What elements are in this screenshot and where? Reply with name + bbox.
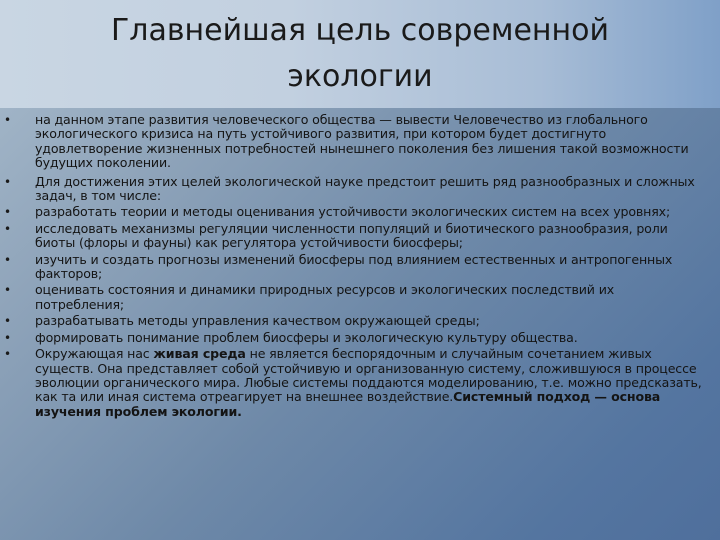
bullet-text: изучить и создать прогнозы изменений биосферы под влиянием естественных и антропогенных факторов;: [35, 251, 673, 282]
bullet-text-bold: живая среда: [153, 346, 246, 362]
bullet-text: разработать теории и методы оценивания устойчивости экологических систем на всех уровнях;: [35, 204, 671, 220]
title-line-1: Главнейшая цель современной: [111, 13, 609, 48]
bullet-item: [4, 220, 706, 251]
bullet-dot-icon: •: [4, 205, 11, 220]
bullet-item: [4, 329, 706, 345]
bullet-dot-icon: •: [4, 113, 11, 127]
bullet-dot-icon: •: [4, 252, 11, 267]
bullet-text: разрабатывать методы управления качеством окружающей среды;: [35, 313, 480, 329]
bullet-text: Для достижения этих целей экологической науке предстоит решить ряд разнообразных и сложных задач, в том числе:: [35, 173, 695, 204]
bullet-text: Окружающая нас: [35, 346, 154, 362]
bullet-dot-icon: •: [4, 174, 11, 189]
slide-title: [40, 8, 680, 100]
title-line-2: экологии: [287, 59, 433, 94]
bullet-dot-icon: •: [4, 283, 11, 298]
bullet-item: [4, 112, 706, 171]
bullet-dot-icon: •: [4, 221, 11, 236]
bullet-item: [4, 346, 706, 419]
bullet-item: [4, 282, 706, 312]
bullet-dot-icon: •: [4, 314, 11, 329]
bullet-item: [4, 313, 706, 329]
bullet-text: оценивать состояния и динамики природных ресурсов и экологических последствий их потребления;: [35, 282, 615, 312]
bullet-item: [4, 204, 706, 220]
bullet-item: [4, 251, 706, 282]
bullet-text: не является беспорядочным и случайным сочетанием живых существ. Она представляет собой устойчивую и организованную систему, сложившуюся в процессе эволюции органического мира. Любые системы поддаются моделированию, т.е. можно предсказать, как та или иная система отреагирует на внешнее воздействие.: [35, 346, 702, 405]
bullet-dot-icon: •: [4, 347, 11, 362]
bullet-dot-icon: •: [4, 330, 11, 345]
bullet-text: исследовать механизмы регуляции численности популяций и биотического разнообразия, роли биоты (флоры и фауны) как регулятора устойчивости биосферы;: [35, 220, 668, 251]
bullet-list: [4, 111, 706, 419]
bullet-text: на данном этапе развития человеческого общества — вывести Человечество из глобального экологического кризиса на путь устойчивого развития, при котором будет достигнуто удовлетворение жизненных потребностей нынешнего поколения без лишения такой возможности будущих поколении.: [35, 112, 689, 171]
bullet-text-bold: Системный подход — основа изучения проблем экологии.: [35, 389, 661, 419]
bullet-item: [4, 173, 706, 204]
bullet-text: формировать понимание проблем биосферы и экологическую культуру общества.: [35, 329, 578, 345]
